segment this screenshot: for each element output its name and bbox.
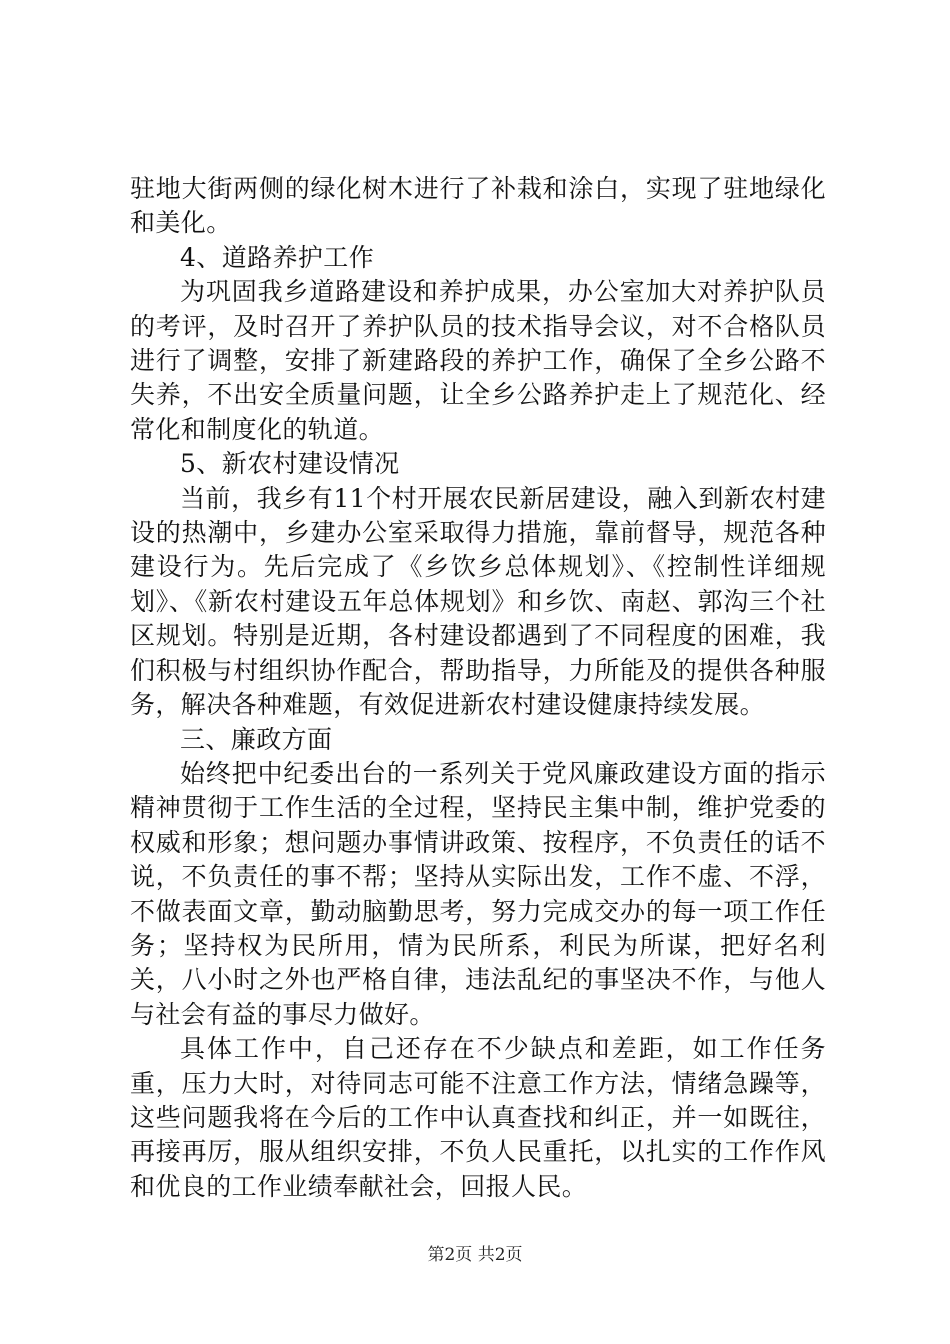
section-heading: 4、道路养护工作 [180,242,375,272]
paragraph: 为巩固我乡道路建设和养护成果，办公室加大对养护队员的考评，及时召开了养护队员的技术指导会议，对不合格队员进行了调整，安排了新建路段的养护工作，确保了全乡公路不失养，不出安全质量问题，让全乡公路养护走上了规范化、经常化和制度化的轨道。 [130,277,826,444]
paragraph: 当前，我乡有11个村开展农民新居建设，融入到新农村建设的热潮中，乡建办公室采取得力措施，靠前督导，规范各种建设行为。先后完成了《乡饮乡总体规划》、《控制性详细规划》、《新农村建设五年总体规划》和乡饮、南赵、郭沟三个社区规划。特别是近期，各村建设都遇到了不同程度的困难，我们积极与村组织协作配合，帮助指导，力所能及的提供各种服务，解决各种难题，有效促进新农村建设健康持续发展。 [130,483,826,720]
section-heading: 三、廉政方面 [180,724,333,754]
paragraph: 始终把中纪委出台的一系列关于党风廉政建设方面的指示精神贯彻于工作生活的全过程，坚持民主集中制，维护党委的权威和形象；想问题办事情讲政策、按程序，不负责任的话不说，不负责任的事不帮；坚持从实际出发，工作不虚、不浮，不做表面文章，勤动脑勤思考，努力完成交办的每一项工作任务；坚持权为民所用，情为民所系，利民为所谋，把好名利关，八小时之外也严格自律，违法乱纪的事坚决不作，与他人与社会有益的事尽力做好。 [130,758,826,1029]
document-body [130,172,826,1204]
page-footer [0,1244,950,1266]
paragraph: 具体工作中，自己还存在不少缺点和差距，如工作任务重，压力大时，对待同志可能不注意工作方法，情绪急躁等，这些问题我将在今后的工作中认真查找和纠正，并一如既往，再接再厉，服从组织安排，不负人民重托，以扎实的工作作风和优良的工作业绩奉献社会，回报人民。 [130,1034,826,1201]
section-heading: 5、新农村建设情况 [180,449,400,479]
page-number-label: 第2页 共2页 [427,1245,523,1265]
paragraph-continuation: 驻地大街两侧的绿化树木进行了补栽和涂白，实现了驻地绿化和美化。 [130,174,826,238]
